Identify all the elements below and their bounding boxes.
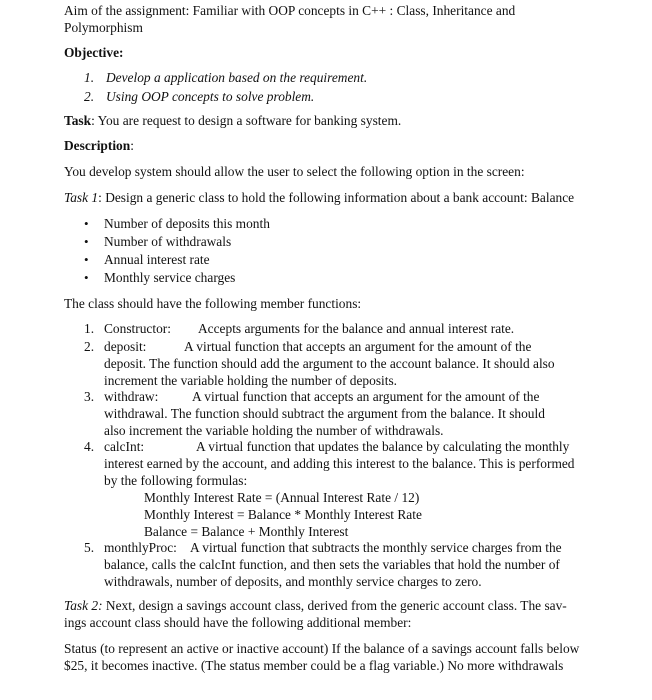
task2-label: Task 2: [64, 598, 103, 613]
task2-paragraph [64, 597, 584, 631]
member-number: 5. [84, 540, 95, 555]
bullet-icon: • [84, 252, 89, 267]
members-intro: The class should have the following member functions: [64, 296, 362, 311]
task-label: Task [64, 113, 92, 128]
task1-bullet [84, 215, 270, 232]
task2-line-1: Next, design a savings account class, derived from the generic account class. The sav- [102, 598, 567, 613]
bullet-text: Number of withdrawals [104, 234, 232, 249]
member-line: interest earned by the account, and adding this interest to the balance. This is performed [104, 456, 575, 471]
bullet-icon: • [84, 234, 89, 249]
task1-paragraph [64, 189, 584, 206]
task-text: : You are request to design a software for banking system. [91, 113, 402, 128]
member-line: A virtual function that accepts an argument for the amount of the [192, 389, 540, 404]
member-line: A virtual function that subtracts the monthly service charges from the [190, 540, 562, 555]
objective-item-1 [84, 69, 367, 86]
objective-item-number: 2. [84, 89, 95, 104]
aim-line-2: Polymorphism [64, 20, 143, 35]
formula-line: Monthly Interest Rate = (Annual Interest Rate / 12) [144, 490, 420, 505]
member-name: withdraw: [104, 389, 159, 404]
member-line: deposit. The function should add the argument to the account balance. It should also [104, 356, 555, 371]
status-line-1: Status (to represent an active or inactive account) If the balance of a savings account falls below [64, 641, 580, 656]
member-line: increment the variable holding the number of deposits. [104, 373, 398, 388]
member-name: Constructor: [104, 321, 171, 336]
bullet-text: Monthly service charges [104, 270, 236, 285]
description-colon: : [130, 138, 134, 153]
task1-text: : Design a generic class to hold the following information about a bank account: Balance [98, 190, 575, 205]
description-heading: Description [64, 138, 131, 153]
description-heading-line [64, 137, 584, 154]
task1-label: Task 1 [64, 190, 99, 205]
task2-line-2: ings account class should have the following additional member: [64, 615, 412, 630]
member-name: monthlyProc: [104, 540, 177, 555]
status-paragraph [64, 640, 584, 674]
bullet-text: Annual interest rate [104, 252, 210, 267]
member-name: deposit: [104, 339, 147, 354]
bullet-text: Number of deposits this month [104, 216, 270, 231]
task1-bullet [84, 269, 235, 286]
member-line: withdrawals, number of deposits, and monthly service charges to zero. [104, 574, 482, 589]
member-line: A virtual function that updates the balance by calculating the monthly [196, 439, 570, 454]
aim-paragraph [64, 2, 584, 36]
objective-item-text: Develop a application based on the requirement. [106, 70, 368, 85]
task1-bullet [84, 251, 210, 268]
member-line: A virtual function that accepts an argument for the amount of the [184, 339, 532, 354]
bullet-icon: • [84, 216, 89, 231]
aim-line-1: Aim of the assignment: Familiar with OOP concepts in C++ : Class, Inheritance and [64, 3, 516, 18]
member-line: Accepts arguments for the balance and annual interest rate. [198, 321, 515, 336]
objective-item-number: 1. [84, 70, 95, 85]
member-number: 4. [84, 439, 95, 454]
formula-line: Balance = Balance + Monthly Interest [144, 524, 349, 539]
member-number: 2. [84, 339, 95, 354]
task1-bullet [84, 233, 231, 250]
member-number: 3. [84, 389, 95, 404]
member-line: withdrawal. The function should subtract the argument from the balance. It should [104, 406, 545, 421]
member-line: balance, calls the calcInt function, and then sets the variables that hold the number of [104, 557, 560, 572]
objective-item-text: Using OOP concepts to solve problem. [106, 89, 315, 104]
member-number: 1. [84, 321, 95, 336]
objective-heading: Objective: [64, 45, 124, 60]
objective-item-2 [84, 88, 314, 105]
description-text: You develop system should allow the user to select the following option in the screen: [64, 164, 525, 179]
formula-line: Monthly Interest = Balance * Monthly Interest Rate [144, 507, 422, 522]
member-line: by the following formulas: [104, 473, 248, 488]
member-name: calcInt: [104, 439, 145, 454]
status-line-2: $25, it becomes inactive. (The status member could be a flag variable.) No more withdrawals [64, 658, 564, 673]
bullet-icon: • [84, 270, 89, 285]
member-line: also increment the variable holding the number of withdrawals. [104, 423, 444, 438]
task-paragraph [64, 112, 584, 129]
